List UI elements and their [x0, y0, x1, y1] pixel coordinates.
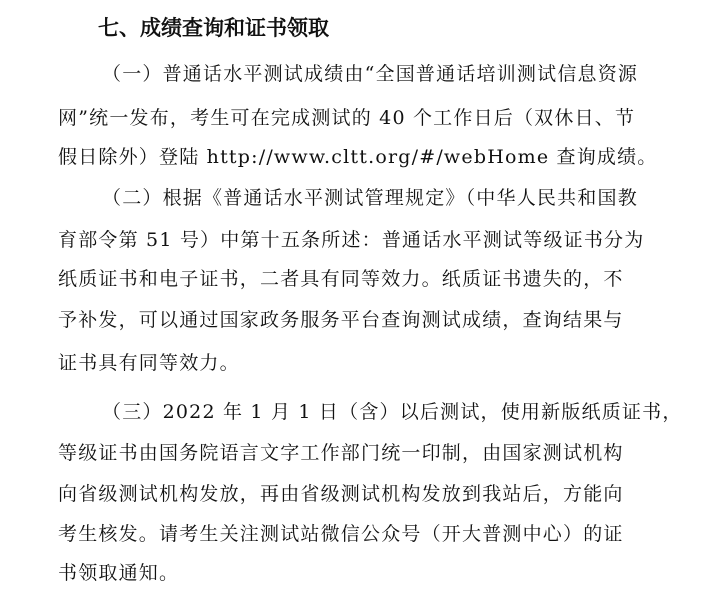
- paragraph-2-line-3: 纸质证书和电子证书，二者具有同等效力。纸质证书遗失的，不: [58, 268, 624, 290]
- paragraph-3-line-1: （三）2022 年 1 月 1 日（含）以后测试，使用新版纸质证书，: [102, 401, 683, 423]
- paragraph-2-line-1: （二）根据《普通话水平测试管理规定》（中华人民共和国教: [102, 187, 638, 209]
- paragraph-2-line-2: 育部令第 51 号）中第十五条所述：普通话水平测试等级证书分为: [58, 229, 645, 251]
- paragraph-3-line-5: 书领取通知。: [58, 562, 180, 584]
- paragraph-1-line-1: （一）普通话水平测试成绩由“全国普通话培训测试信息资源: [102, 63, 639, 85]
- paragraph-3-line-2: 等级证书由国务院语言文字工作部门统一印制，由国家测试机构: [58, 442, 624, 464]
- paragraph-2-line-5: 证书具有同等效力。: [58, 352, 240, 374]
- paragraph-3-line-4: 考生核发。请考生关注测试站微信公众号（开大普测中心）的证: [58, 523, 624, 545]
- section-heading: 七、成绩查询和证书领取: [98, 16, 329, 40]
- paragraph-1-line-2: 网”统一发布，考生可在完成测试的 40 个工作日后（双休日、节: [58, 107, 636, 129]
- paragraph-2-line-4: 予补发，可以通过国家政务服务平台查询测试成绩，查询结果与: [58, 309, 624, 331]
- paragraph-1-line-3: 假日除外）登陆 http://www.cltt.org/#/webHome 查询成绩。: [58, 146, 658, 168]
- paragraph-3-line-3: 向省级测试机构发放，再由省级测试机构发放到我站后，方能向: [58, 483, 624, 505]
